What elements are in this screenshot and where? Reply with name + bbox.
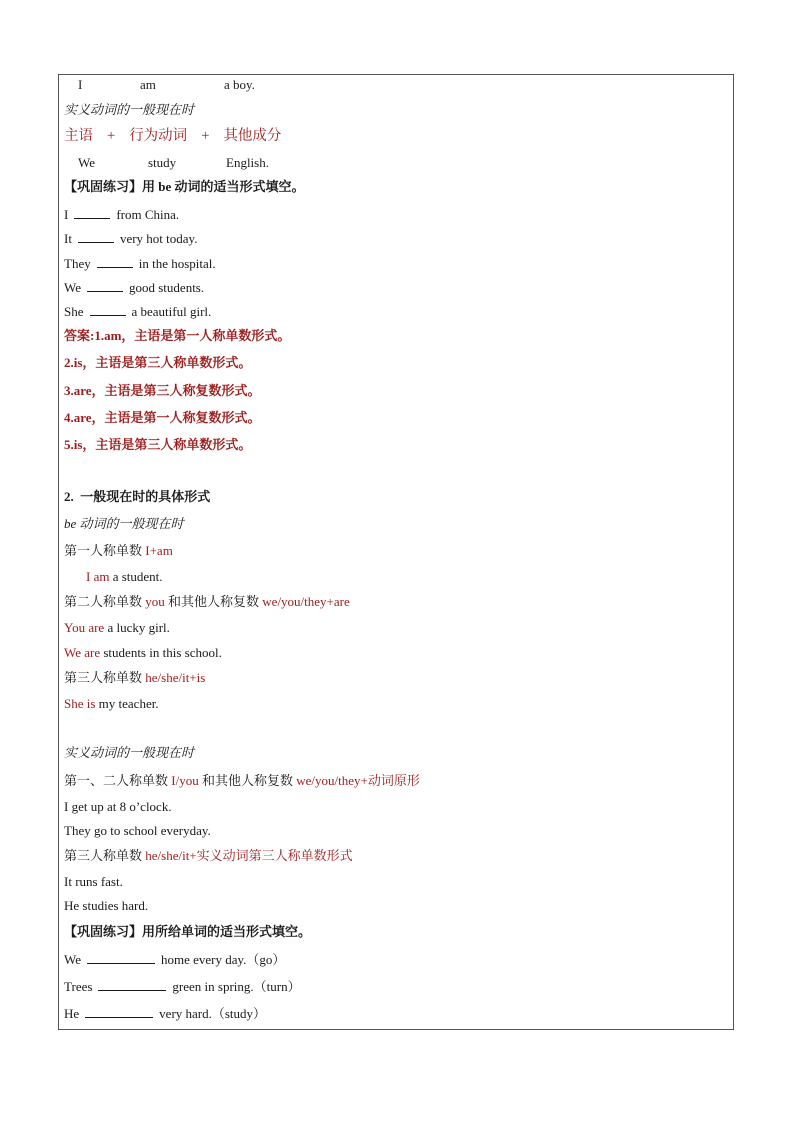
answer-blank[interactable]	[85, 1005, 153, 1018]
sentence-rest: students in this school.	[100, 645, 222, 660]
rule-label: 第三人称单数	[64, 848, 146, 863]
practice1-item-4	[64, 279, 204, 296]
rule-label: 第一、二人称单数	[64, 773, 172, 788]
item-prefix: She	[64, 304, 84, 319]
item-suffix: in the hospital.	[138, 256, 216, 271]
item-prefix: I	[64, 207, 69, 222]
rule-formula: we/you/they+动词原形	[296, 773, 420, 788]
word: a boy.	[224, 77, 255, 92]
rule-formula: we/you/they+are	[262, 594, 350, 609]
word: I	[78, 77, 83, 92]
rule-label: 和其他人称复数	[198, 773, 297, 788]
rule-formula: he/she/it+is	[145, 670, 206, 685]
formula-part: 其他成分	[223, 128, 282, 144]
rule-formula: I/you	[171, 773, 199, 788]
practice2-title	[64, 924, 311, 940]
item-prefix: It	[64, 231, 72, 246]
item-suffix: a beautiful girl.	[131, 304, 212, 319]
first-person-rule	[64, 543, 173, 559]
item-suffix: very hard.（study）	[159, 1006, 267, 1021]
word: We	[78, 155, 95, 170]
be-tense-heading: be 动词的一般现在时	[64, 516, 184, 531]
practice2-item-3	[64, 1005, 266, 1022]
answer-blank[interactable]	[98, 978, 166, 991]
practice1-title	[64, 179, 305, 195]
second-person-rule	[64, 594, 350, 610]
formula-part: +	[201, 128, 210, 144]
rule-formula: I+am	[145, 543, 173, 558]
answer-blank[interactable]	[87, 951, 155, 964]
formula-part: 主语	[64, 128, 93, 144]
example-sentence: It runs fast.	[64, 874, 123, 889]
item-suffix: from China.	[116, 207, 180, 222]
answer-blank[interactable]	[97, 255, 133, 268]
subject-verb: You are	[64, 620, 105, 635]
verb-tense-heading-2: 实义动词的一般现在时	[64, 745, 195, 760]
rule-formula: he/she/it+实义动词第三人称单数形式	[145, 848, 353, 863]
example-sentence	[64, 645, 222, 661]
item-prefix: We	[64, 952, 81, 967]
rule-label: 第二人称单数	[64, 594, 146, 609]
third-person-verb-rule	[64, 848, 353, 864]
example-verb-sentence	[78, 155, 269, 171]
formula-part: +	[107, 128, 116, 144]
example-sentence: They go to school everyday.	[64, 823, 211, 838]
rule-label: 第一人称单数	[64, 543, 146, 558]
subject-verb: She is	[64, 696, 96, 711]
practice1-item-5	[64, 303, 211, 320]
answer-line-3: 3.are，主语是第三人称复数形式。	[64, 383, 261, 398]
item-suffix: good students.	[129, 280, 205, 295]
practice2-item-2	[64, 978, 301, 995]
answer-line-1: 答案:1.am，主语是第一人称单数形式。	[64, 328, 291, 343]
item-prefix: Trees	[64, 979, 93, 994]
practice2-item-1	[64, 951, 285, 968]
sentence-rest: a student.	[109, 569, 163, 584]
practice-instruction: 用所给单词的适当形式填空。	[142, 924, 312, 939]
example-be-sentence	[78, 77, 255, 93]
answer-line-5: 5.is，主语是第三人称单数形式。	[64, 437, 252, 452]
answer-blank[interactable]	[90, 303, 126, 316]
item-suffix: very hot today.	[119, 231, 198, 246]
sentence-rest: a lucky girl.	[104, 620, 170, 635]
example-sentence: He studies hard.	[64, 898, 149, 913]
practice-bracket-label: 【巩固练习】	[64, 924, 143, 939]
rule-label: 和其他人称复数	[164, 594, 263, 609]
sentence-rest: my teacher.	[95, 696, 159, 711]
rule-label: 第三人称单数	[64, 670, 146, 685]
practice1-item-3	[64, 255, 216, 272]
section2-heading: 2. 一般现在时的具体形式	[64, 489, 211, 504]
item-suffix: green in spring.（turn）	[172, 979, 301, 994]
subject-verb: I am	[86, 569, 110, 584]
example-sentence	[86, 569, 163, 585]
word: study	[148, 155, 177, 170]
first-second-person-verb-rule	[64, 773, 420, 789]
answer-blank[interactable]	[74, 206, 110, 219]
example-sentence	[64, 696, 159, 712]
verb-tense-heading: 实义动词的一般现在时	[64, 102, 195, 117]
answer-blank[interactable]	[87, 279, 123, 292]
item-prefix: He	[64, 1006, 80, 1021]
rule-formula: you	[145, 594, 165, 609]
item-prefix: They	[64, 256, 91, 271]
practice-bracket-label: 【巩固练习】	[64, 179, 143, 194]
practice-instruction: 用 be 动词的适当形式填空。	[142, 179, 305, 194]
example-sentence: I get up at 8 o’clock.	[64, 799, 172, 814]
item-suffix: home every day.（go）	[161, 952, 286, 967]
example-sentence	[64, 620, 170, 636]
word: am	[140, 77, 156, 92]
answer-line-4: 4.are，主语是第一人称复数形式。	[64, 410, 261, 425]
third-person-rule	[64, 670, 205, 686]
answer-line-2: 2.is，主语是第三人称单数形式。	[64, 355, 252, 370]
subject-verb: We are	[64, 645, 101, 660]
item-prefix: We	[64, 280, 81, 295]
practice1-item-2	[64, 230, 197, 247]
structure-formula	[64, 128, 281, 144]
practice1-item-1	[64, 206, 179, 223]
word: English.	[226, 155, 269, 170]
formula-part: 行为动词	[129, 128, 188, 144]
answer-blank[interactable]	[78, 230, 114, 243]
